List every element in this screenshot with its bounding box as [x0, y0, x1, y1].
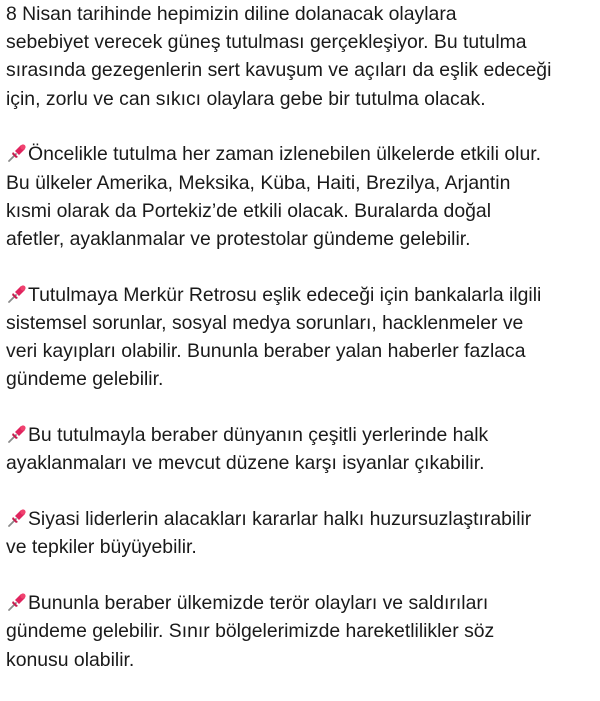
text-line: gündeme gelebilir.	[6, 368, 164, 391]
text-line	[6, 589, 598, 617]
point-text: Bu tutulmayla beraber dünyanın çeşitli yerlerinde halk	[28, 424, 489, 447]
text-line: veri kayıpları olabilir. Bununla beraber yalan haberler fazlaca	[6, 340, 526, 363]
point-paragraph-3	[6, 421, 598, 477]
point-paragraph-5	[6, 589, 598, 674]
post-body	[6, 0, 598, 701]
text-line: konusu olabilir.	[6, 648, 135, 671]
text-line: 8 Nisan tarihinde hepimizin diline dolanacak olaylara	[6, 3, 457, 25]
text-line: afetler, ayaklanmalar ve protestolar gündeme gelebilir.	[6, 228, 471, 251]
pushpin-icon	[6, 142, 28, 164]
point-paragraph-2	[6, 281, 598, 394]
text-line: ayaklanmaları ve mevcut düzene karşı isyanlar çıkabilir.	[6, 452, 485, 475]
text-line	[6, 281, 598, 309]
text-line: ve tepkiler büyüyebilir.	[6, 536, 197, 559]
pushpin-icon	[6, 283, 28, 305]
pushpin-icon	[6, 591, 28, 613]
text-line: Bu ülkeler Amerika, Meksika, Küba, Haiti, Brezilya, Arjantin	[6, 171, 511, 194]
text-line: gündeme gelebilir. Sınır bölgelerimizde hareketlilikler söz	[6, 620, 495, 643]
point-text: Siyasi liderlerin alacakları kararlar halkı huzursuzlaştırabilir	[28, 508, 532, 531]
pushpin-icon	[6, 423, 28, 445]
point-text: Öncelikle tutulma her zaman izlenebilen ülkelerde etkili olur.	[28, 143, 542, 166]
point-paragraph-1	[6, 140, 598, 253]
text-line	[6, 505, 598, 533]
text-line: sebebiyet verecek güneş tutulması gerçekleşiyor. Bu tutulma	[6, 31, 527, 54]
text-line: sistemsel sorunlar, sosyal medya sorunları, hacklenmeler ve	[6, 312, 524, 335]
text-line: sırasında gezegenlerin sert kavuşum ve açıları da eşlik edeceği	[6, 59, 552, 82]
point-paragraph-4	[6, 505, 598, 561]
text-line: için, zorlu ve can sıkıcı olaylara gebe bir tutulma olacak.	[6, 87, 486, 110]
intro-paragraph	[6, 0, 598, 113]
text-line	[6, 421, 598, 449]
text-line: kısmi olarak da Portekiz’de etkili olacak. Buralarda doğal	[6, 199, 492, 222]
point-text: Tutulmaya Merkür Retrosu eşlik edeceği için bankalarla ilgili	[28, 283, 542, 306]
text-line	[6, 140, 598, 168]
point-text: Bununla beraber ülkemizde terör olayları ve saldırıları	[28, 592, 489, 615]
pushpin-icon	[6, 507, 28, 529]
